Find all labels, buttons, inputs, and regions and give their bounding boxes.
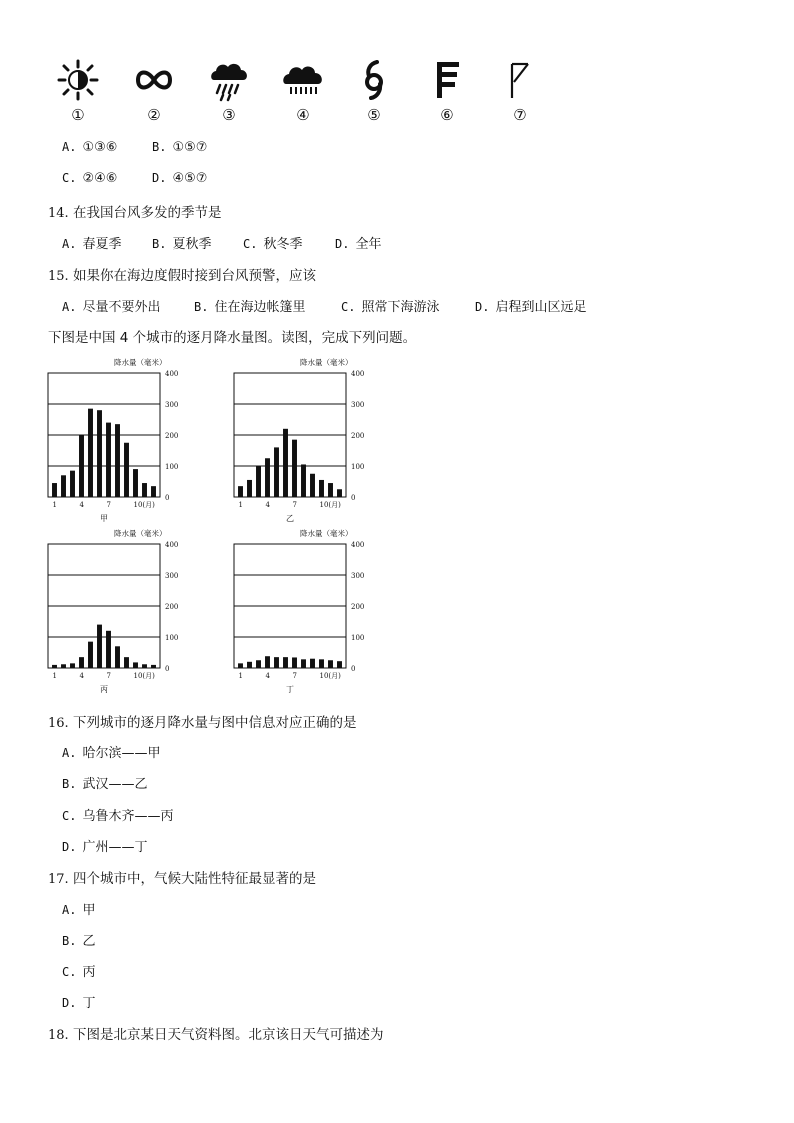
x-tick-label: 7 (106, 501, 111, 509)
q15-option-b[interactable]: B. 住在海边帐篷里 (194, 300, 306, 315)
bar (337, 489, 342, 497)
q14-option-b[interactable]: B. 夏秋季 (152, 237, 212, 252)
y-tick-label: 300 (351, 401, 365, 409)
x-tick-label: 7 (106, 672, 111, 680)
x-tick-label: 1 (238, 672, 243, 680)
y-tick-label: 200 (165, 603, 179, 611)
y-tick-label: 400 (351, 370, 365, 378)
chart-title: 降水量（毫米） (300, 529, 353, 538)
bar (88, 409, 93, 497)
x-tick-label: 10(月) (133, 501, 155, 509)
x-tick-label: 10(月) (319, 672, 341, 680)
wind-flag-icon (498, 58, 542, 102)
chart-name: 甲 (100, 514, 108, 523)
bar (142, 483, 147, 497)
y-tick-label: 100 (351, 634, 365, 642)
bar (274, 657, 279, 668)
bar (328, 483, 333, 497)
x-tick-label: 10(月) (133, 672, 155, 680)
bar (238, 663, 243, 668)
bar (328, 660, 333, 668)
symbol-label: ① (71, 106, 85, 124)
x-tick-label: 7 (292, 672, 297, 680)
thunder-shower-icon (207, 58, 251, 102)
bar (115, 424, 120, 497)
bar (310, 659, 315, 668)
bar (319, 480, 324, 497)
bar (247, 662, 252, 668)
y-tick-label: 0 (351, 665, 356, 673)
bar (61, 664, 66, 668)
y-tick-label: 300 (165, 572, 179, 580)
q15-option-c[interactable]: C. 照常下海游泳 (341, 300, 440, 315)
q16-option-a[interactable]: A. 哈尔滨——甲 (62, 746, 161, 761)
bar (97, 410, 102, 497)
y-tick-label: 400 (351, 541, 365, 549)
bar (97, 625, 102, 668)
q13-option-a[interactable]: A. ①③⑥ (62, 140, 118, 155)
q14-option-d[interactable]: D. 全年 (335, 237, 382, 252)
bar (265, 656, 270, 668)
bar (61, 475, 66, 497)
bar (337, 661, 342, 668)
bar (124, 657, 129, 668)
q17-option-c[interactable]: C. 丙 (62, 965, 96, 980)
chart-title: 降水量（毫米） (114, 358, 167, 367)
x-tick-label: 4 (265, 501, 270, 509)
q18-stem: 18. 下图是北京某日天气资料图。北京该日天气可描述为 (48, 1027, 384, 1043)
bar (265, 458, 270, 497)
q17-option-d[interactable]: D. 丁 (62, 996, 96, 1011)
y-tick-label: 100 (351, 463, 365, 471)
x-tick-label: 7 (292, 501, 297, 509)
bar (151, 486, 156, 497)
bar (151, 665, 156, 668)
bar (79, 657, 84, 668)
q14-stem: 14. 在我国台风多发的季节是 (48, 205, 222, 221)
bar (106, 423, 111, 497)
q15-option-d[interactable]: D. 启程到山区远足 (475, 300, 587, 315)
x-tick-label: 4 (79, 501, 84, 509)
q13-option-b[interactable]: B. ①⑤⑦ (152, 140, 208, 155)
bar (256, 660, 261, 668)
symbol-label: ② (147, 106, 161, 124)
y-tick-label: 0 (165, 665, 170, 673)
bar (70, 471, 75, 497)
bar (283, 657, 288, 668)
q17-option-a[interactable]: A. 甲 (62, 903, 96, 918)
bar (238, 486, 243, 497)
bar (52, 665, 57, 668)
bar (70, 663, 75, 668)
q13-option-c[interactable]: C. ②④⑥ (62, 171, 118, 186)
chart-intro: 下图是中国 4 个城市的逐月降水量图。读图，完成下列问题。 (48, 330, 417, 346)
bar (115, 646, 120, 668)
bar (319, 659, 324, 668)
bar (52, 483, 57, 497)
bar (124, 443, 129, 497)
chart-title: 降水量（毫米） (114, 529, 167, 538)
q16-option-d[interactable]: D. 广州——丁 (62, 840, 148, 855)
bar (88, 642, 93, 668)
bar (310, 474, 315, 497)
q14-option-a[interactable]: A. 春夏季 (62, 237, 122, 252)
bar (247, 480, 252, 497)
y-tick-label: 200 (165, 432, 179, 440)
q15-stem: 15. 如果你在海边度假时接到台风预警，应该 (48, 268, 316, 284)
bar (301, 659, 306, 668)
q13-option-d[interactable]: D. ④⑤⑦ (152, 171, 208, 186)
chart-name: 丁 (286, 685, 294, 694)
bar (256, 466, 261, 497)
bar (292, 657, 297, 668)
x-tick-label: 4 (265, 672, 270, 680)
q14-option-c[interactable]: C. 秋冬季 (243, 237, 303, 252)
y-tick-label: 100 (165, 634, 179, 642)
y-tick-label: 300 (165, 401, 179, 409)
q16-option-c[interactable]: C. 乌鲁木齐——丙 (62, 809, 174, 824)
haze-icon (132, 58, 176, 102)
q16-option-b[interactable]: B. 武汉——乙 (62, 777, 148, 792)
x-tick-label: 1 (52, 672, 57, 680)
q17-option-b[interactable]: B. 乙 (62, 934, 96, 949)
bar (79, 435, 84, 497)
bar (133, 662, 138, 668)
bar (283, 429, 288, 497)
symbol-label: ⑥ (440, 106, 454, 124)
y-tick-label: 0 (165, 494, 170, 502)
symbol-label: ③ (222, 106, 236, 124)
y-tick-label: 200 (351, 603, 365, 611)
chart-name: 乙 (286, 514, 294, 523)
q16-stem: 16. 下列城市的逐月降水量与图中信息对应正确的是 (48, 715, 357, 731)
x-tick-label: 1 (238, 501, 243, 509)
precip-chart-甲 (38, 355, 208, 525)
chart-title: 降水量（毫米） (300, 358, 353, 367)
bar (274, 447, 279, 497)
bar (301, 464, 306, 497)
y-tick-label: 100 (165, 463, 179, 471)
q15-option-a[interactable]: A. 尽量不要外出 (62, 300, 161, 315)
sunny-haze-icon (56, 58, 100, 102)
y-tick-label: 400 (165, 541, 179, 549)
y-tick-label: 300 (351, 572, 365, 580)
y-tick-label: 200 (351, 432, 365, 440)
symbol-label: ④ (296, 106, 310, 124)
wind-force-icon (425, 58, 469, 102)
x-tick-label: 4 (79, 672, 84, 680)
precip-chart-丙 (38, 526, 208, 696)
typhoon-icon (352, 58, 396, 102)
bar (292, 440, 297, 497)
chart-name: 丙 (100, 685, 108, 694)
precip-chart-乙 (224, 355, 394, 525)
x-tick-label: 1 (52, 501, 57, 509)
symbol-label: ⑤ (367, 106, 381, 124)
y-tick-label: 0 (351, 494, 356, 502)
symbol-label: ⑦ (513, 106, 527, 124)
q17-stem: 17. 四个城市中，气候大陆性特征最显著的是 (48, 871, 316, 887)
heavy-rain-icon (281, 58, 325, 102)
bar (142, 664, 147, 668)
x-tick-label: 10(月) (319, 501, 341, 509)
bar (106, 631, 111, 668)
y-tick-label: 400 (165, 370, 179, 378)
bar (133, 469, 138, 497)
precip-chart-丁 (224, 526, 394, 696)
